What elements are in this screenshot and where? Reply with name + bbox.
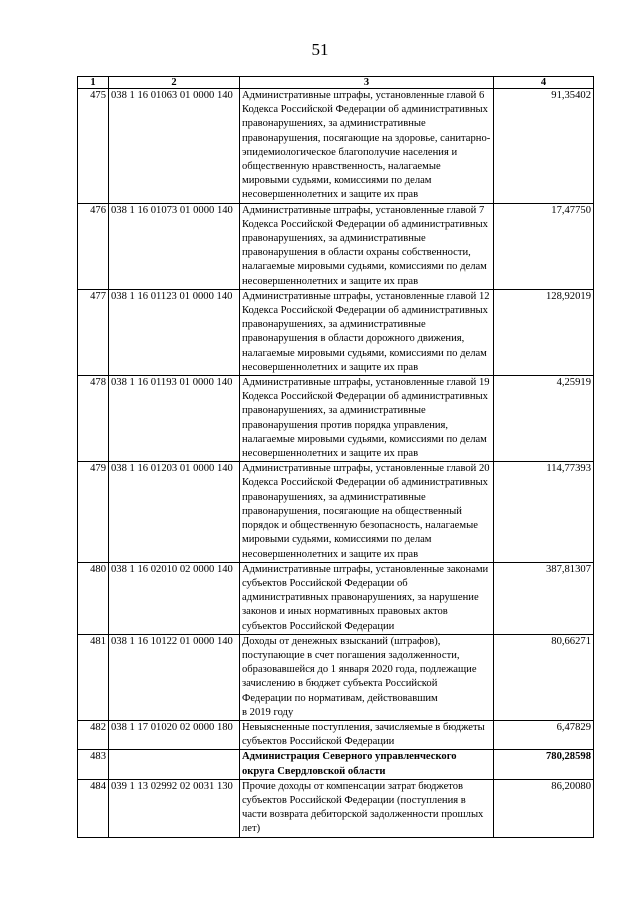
table-row — [78, 89, 594, 204]
classification-code-cell: 038 1 16 01123 01 0000 140 — [109, 289, 240, 375]
amount-cell: 780,28598 — [494, 750, 594, 779]
description-cell: Административные штрафы, установленные главой 20 Кодекса Российской Федерации об административных правонарушениях, за административные правонарушения, посягающие на общественный порядок и общественную безопасность, налагаемые мировыми судьями, комиссиями по делам несовершеннолетних и защите их прав — [240, 462, 494, 562]
classification-code-cell: 038 1 16 01193 01 0000 140 — [109, 376, 240, 462]
description-cell: Административные штрафы, установленные главой 7 Кодекса Российской Федерации об административных правонарушениях, за административные правонарушения в области охраны собственности, налагаемые мировыми судьями, комиссиями по делам несовершеннолетних и защите их прав — [240, 203, 494, 289]
table-body — [78, 89, 594, 838]
table-row — [78, 203, 594, 289]
row-number-cell: 481 — [78, 634, 109, 720]
column-header: 4 — [494, 77, 594, 89]
row-number-cell: 479 — [78, 462, 109, 562]
column-header: 2 — [109, 77, 240, 89]
table-row — [78, 462, 594, 562]
classification-code-cell: 039 1 13 02992 02 0031 130 — [109, 779, 240, 837]
description-cell: Доходы от денежных взысканий (штрафов), поступающие в счет погашения задолженности, образовавшейся до 1 января 2020 года, подлежащие зачислению в бюджет субъекта Российской Федерации по нормативам, действовавшим в 2019 году — [240, 634, 494, 720]
description-cell: Прочие доходы от компенсации затрат бюджетов субъектов Российской Федерации (поступления в части возврата дебиторской задолженности прошлых лет) — [240, 779, 494, 837]
row-number-cell: 475 — [78, 89, 109, 204]
classification-code-cell: 038 1 16 10122 01 0000 140 — [109, 634, 240, 720]
amount-cell: 4,25919 — [494, 376, 594, 462]
amount-cell: 91,35402 — [494, 89, 594, 204]
description-cell: Административные штрафы, установленные главой 12 Кодекса Российской Федерации об административных правонарушениях, за административные правонарушения в области дорожного движения, налагаемые мировыми судьями, комиссиями по делам несовершеннолетних и защите их прав — [240, 289, 494, 375]
classification-code-cell: 038 1 17 01020 02 0000 180 — [109, 720, 240, 749]
row-number-cell: 484 — [78, 779, 109, 837]
description-cell: Административные штрафы, установленные главой 6 Кодекса Российской Федерации об административных правонарушениях, за административные правонарушения, посягающие на здоровье, санитарно- эпидемиологическое благополучие населения и общественную нравственность, налагаемые мировыми судьями, комиссиями по делам несовершеннолетних и защите их прав — [240, 89, 494, 204]
row-number-cell: 480 — [78, 562, 109, 634]
revenue-table — [77, 76, 594, 838]
amount-cell: 128,92019 — [494, 289, 594, 375]
column-header: 1 — [78, 77, 109, 89]
row-number-cell: 482 — [78, 720, 109, 749]
description-cell: Невыясненные поступления, зачисляемые в бюджеты субъектов Российской Федерации — [240, 720, 494, 749]
table-row — [78, 634, 594, 720]
description-cell: Административные штрафы, установленные главой 19 Кодекса Российской Федерации об административных правонарушениях, за административные правонарушения против порядка управления, налагаемые мировыми судьями, комиссиями по делам несовершеннолетних и защите их прав — [240, 376, 494, 462]
table-row — [78, 779, 594, 837]
page-number: 51 — [311, 40, 329, 59]
table-row — [78, 750, 594, 779]
row-number-cell: 483 — [78, 750, 109, 779]
table-row — [78, 289, 594, 375]
classification-code-cell: 038 1 16 01073 01 0000 140 — [109, 203, 240, 289]
description-cell: Административные штрафы, установленные законами субъектов Российской Федерации об административных правонарушениях, за нарушение законов и иных нормативных правовых актов субъектов Российской Федерации — [240, 562, 494, 634]
classification-code-cell: 038 1 16 02010 02 0000 140 — [109, 562, 240, 634]
amount-cell: 6,47829 — [494, 720, 594, 749]
amount-cell: 387,81307 — [494, 562, 594, 634]
table-row — [78, 720, 594, 749]
row-number-cell: 476 — [78, 203, 109, 289]
amount-cell: 86,20080 — [494, 779, 594, 837]
table-row — [78, 376, 594, 462]
classification-code-cell — [109, 750, 240, 779]
amount-cell: 17,47750 — [494, 203, 594, 289]
amount-cell: 80,66271 — [494, 634, 594, 720]
classification-code-cell: 038 1 16 01203 01 0000 140 — [109, 462, 240, 562]
description-cell: Администрация Северного управленческого округа Свердловской области — [240, 750, 494, 779]
row-number-cell: 478 — [78, 376, 109, 462]
classification-code-cell: 038 1 16 01063 01 0000 140 — [109, 89, 240, 204]
table-header-row — [78, 77, 594, 89]
column-header: 3 — [240, 77, 494, 89]
row-number-cell: 477 — [78, 289, 109, 375]
table-row — [78, 562, 594, 634]
amount-cell: 114,77393 — [494, 462, 594, 562]
